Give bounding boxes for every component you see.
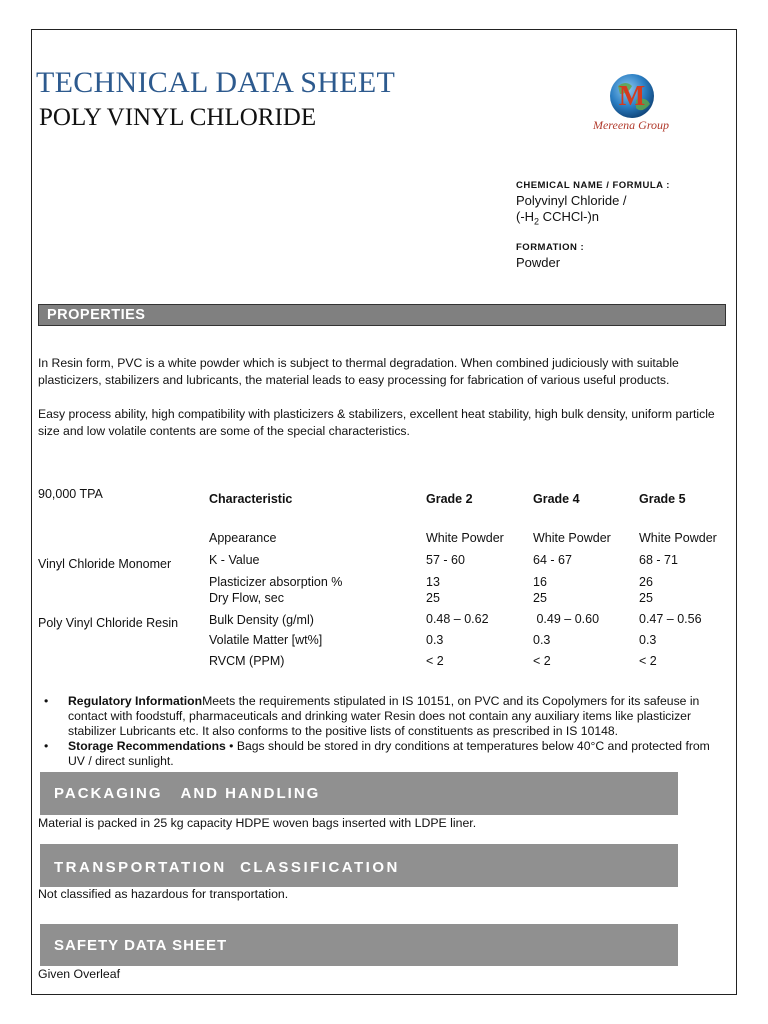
packaging-heading: PACKAGING AND HANDLING (54, 785, 321, 802)
transportation-text: Not classified as hazardous for transportation. (38, 887, 289, 901)
table-cell: 0.49 – 0.60 (533, 612, 600, 626)
table-cell: 26 (639, 575, 653, 589)
bullet-list (38, 694, 728, 769)
table-cell: < 2 (426, 654, 444, 668)
safety-heading: SAFETY DATA SHEET (54, 937, 228, 954)
list-item (38, 694, 728, 739)
table-cell: 16 (533, 575, 547, 589)
table-cell: 64 - 67 (533, 553, 572, 567)
table-cell: 68 - 71 (639, 553, 678, 567)
table-header-characteristic: Characteristic (209, 492, 293, 506)
capacity-label: 90,000 TPA (38, 487, 103, 501)
table-header-grade-2: Grade 2 (426, 492, 473, 506)
table-cell: 57 - 60 (426, 553, 465, 567)
formula-subscript: 2 (534, 216, 540, 227)
table-cell: 0.3 (426, 633, 444, 647)
table-cell: 0.48 – 0.62 (426, 612, 489, 626)
properties-header (38, 304, 726, 326)
table-header-grade-5: Grade 5 (639, 492, 686, 506)
table-cell: White Powder (533, 531, 611, 545)
safety-header (40, 924, 678, 966)
table-cell: 0.3 (533, 633, 551, 647)
table-cell: 0.3 (639, 633, 657, 647)
chemical-name-label: CHEMICAL NAME / FORMULA : (516, 180, 670, 191)
table-cell: < 2 (639, 654, 657, 668)
bullet-bold: Regulatory Information (68, 694, 203, 708)
table-cell: 25 (533, 591, 547, 605)
table-cell: White Powder (639, 531, 717, 545)
monomer-label: Vinyl Chloride Monomer (38, 557, 172, 571)
transportation-header (40, 844, 678, 887)
table-cell: Plasticizer absorption % (209, 575, 343, 589)
chemical-formula (516, 209, 599, 227)
table-cell: 13 (426, 575, 440, 589)
packaging-header (40, 772, 678, 815)
table-cell: Appearance (209, 531, 277, 545)
chemical-name-value: Polyvinyl Chloride / (516, 193, 627, 208)
properties-paragraph-1: In Resin form, PVC is a white powder which is subject to thermal degradation. When combined judiciously with suitable plasticizers, stabilizers and lubricants, the material leads to easy processing for fabrication of various useful products. (38, 356, 679, 387)
table-cell: 0.47 – 0.56 (639, 612, 702, 626)
table-cell: White Powder (426, 531, 504, 545)
resin-label: Poly Vinyl Chloride Resin (38, 616, 179, 630)
document-subtitle: POLY VINYL CHLORIDE (39, 104, 317, 131)
table-cell: < 2 (533, 654, 551, 668)
formula-prefix: (-H (516, 209, 535, 224)
logo-text: Mereena Group (592, 118, 670, 132)
table-cell: 25 (639, 591, 653, 605)
table-cell: Dry Flow, sec (209, 591, 285, 605)
table-cell: 25 (426, 591, 440, 605)
bullet-dot: • (44, 694, 49, 708)
document-title: TECHNICAL DATA SHEET (36, 66, 396, 99)
bullet-dot: • (44, 739, 49, 753)
packaging-text: Material is packed in 25 kg capacity HDPE woven bags inserted with LDPE liner. (38, 816, 477, 830)
properties-paragraph-2: Easy process ability, high compatibility with plasticizers & stabilizers, excellent heat stability, high bulk density, uniform particle size and low volatile contents are some of the special characteristics. (38, 407, 715, 438)
table-cell: Volatile Matter [wt%] (209, 633, 323, 647)
table-cell: K - Value (209, 553, 260, 567)
table-cell: Bulk Density (g/ml) (209, 613, 314, 627)
properties-heading: PROPERTIES (47, 307, 146, 323)
table-cell: RVCM (PPM) (209, 654, 285, 668)
formation-label: FORMATION : (516, 242, 585, 253)
transportation-heading: TRANSPORTATION CLASSIFICATION (54, 859, 400, 876)
logo-letter: M (618, 81, 646, 112)
safety-text: Given Overleaf (38, 967, 121, 981)
formula-suffix: CCHCl-)n (539, 209, 600, 224)
bullet-text: Meets the requirements stipulated in IS 10151, on PVC and its Copolymers for its safeuse in contact with foodstuff, pharmaceuticals and drinking water Resin does not contain any auxiliary items like plasticizer stabilizer Lubricants etc. It also conforms to the positive lists of constituents as prescribed in IS 10148. (68, 694, 700, 738)
bullet-text: • Bags should be stored in dry conditions at temperatures below 40°C and protected from UV / direct sunlight. (68, 739, 710, 768)
list-item (38, 739, 728, 769)
formation-value: Powder (516, 255, 561, 270)
table-header-grade-4: Grade 4 (533, 492, 580, 506)
bullet-bold: Storage Recommendations (68, 739, 226, 753)
